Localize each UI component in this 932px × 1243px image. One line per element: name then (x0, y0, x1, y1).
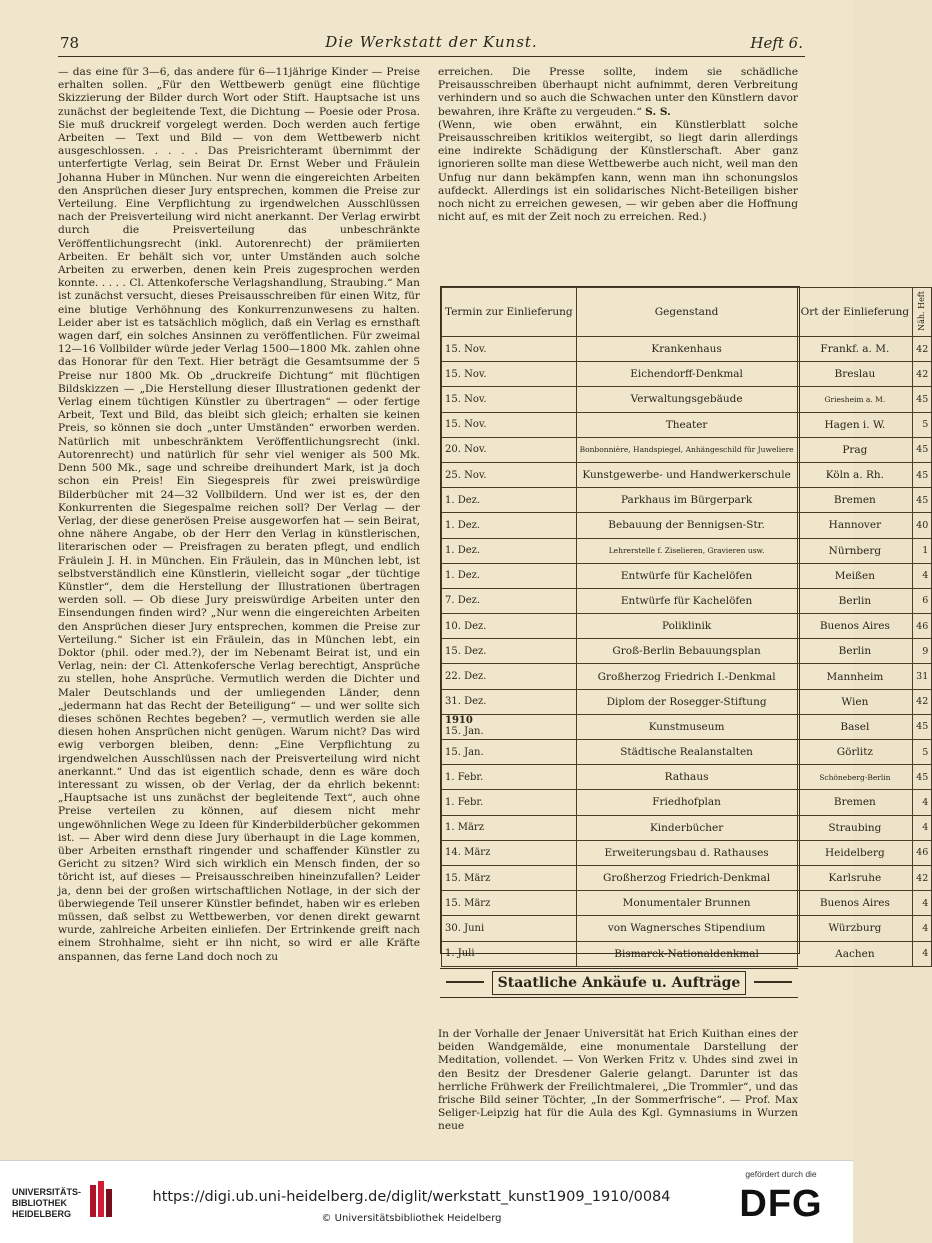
cell-page: 5 (913, 740, 932, 765)
cell-place: Meißen (797, 563, 913, 588)
section-text (438, 1028, 798, 1133)
signature-ss: S. S. (645, 105, 671, 118)
cell-place: Köln a. Rh. (797, 462, 913, 487)
cell-page: 42 (913, 337, 932, 362)
cell-place: Griesheim a. M. (797, 387, 913, 412)
cell-date (442, 412, 577, 437)
year-marker: 1910 (445, 715, 473, 727)
cell-page: 6 (913, 588, 932, 613)
cell-date (442, 865, 577, 890)
cell-date (442, 614, 577, 639)
cell-subject: von Wagnersches Stipendium (576, 916, 797, 941)
competition-table (440, 286, 929, 960)
cell-place: Schöneberg-Berlin (797, 765, 913, 790)
deadline-table (441, 287, 932, 967)
cell-subject: Entwürfe für Kachelöfen (576, 563, 797, 588)
date-text: 15. März (445, 872, 491, 884)
cell-subject: Rathaus (576, 765, 797, 790)
cell-place: Bremen (797, 488, 913, 513)
table-row (442, 513, 932, 538)
section-heading: Staatliche Ankäufe u. Aufträge (492, 971, 746, 995)
date-text: 1. Dez. (445, 570, 481, 582)
date-text: 15. Nov. (445, 368, 487, 380)
cell-date (442, 664, 577, 689)
date-text: 1. Dez. (445, 519, 481, 531)
cell-place: Buenos Aires (797, 891, 913, 916)
cell-page: 4 (913, 891, 932, 916)
table-row (442, 614, 932, 639)
permalink[interactable]: https://digi.ub.uni-heidelberg.de/diglit/werkstatt_kunst1909_1910/0084 (152, 1189, 671, 1205)
cell-subject: Krankenhaus (576, 337, 797, 362)
right-column-text (438, 66, 798, 278)
date-text: 15. Nov. (445, 419, 487, 431)
cell-date (442, 916, 577, 941)
table-row (442, 815, 932, 840)
viewer-footer (0, 1160, 853, 1243)
cell-page: 5 (913, 412, 932, 437)
date-text: 15. Dez. (445, 645, 487, 657)
header-subject: Gegenstand (576, 288, 797, 337)
table-row (442, 891, 932, 916)
cell-place: Straubing (797, 815, 913, 840)
running-header (58, 32, 805, 57)
cell-place: Basel (797, 714, 913, 739)
cell-subject: Großherzog Friedrich-Denkmal (576, 865, 797, 890)
cell-subject: Verwaltungsgebäude (576, 387, 797, 412)
table-row (442, 941, 932, 966)
cell-date (442, 765, 577, 790)
date-text: 14. März (445, 847, 491, 859)
cell-place: Mannheim (797, 664, 913, 689)
date-text: 7. Dez. (445, 595, 481, 607)
table-row (442, 437, 932, 462)
cell-page: 45 (913, 387, 932, 412)
cell-date (442, 840, 577, 865)
cell-subject: Bonbonnière, Handspiegel, Anhängeschild für Juweliere (576, 437, 797, 462)
cell-subject: Kinderbücher (576, 815, 797, 840)
cell-page: 4 (913, 790, 932, 815)
cell-page: 42 (913, 865, 932, 890)
cell-subject: Lehrerstelle f. Ziselieren, Gravieren usw. (576, 538, 797, 563)
cell-page: 46 (913, 614, 932, 639)
table-row (442, 488, 932, 513)
cell-page: 1 (913, 538, 932, 563)
banner-rule-left (446, 981, 484, 983)
cell-subject: Kunstgewerbe- und Handwerkerschule (576, 462, 797, 487)
table-row (442, 916, 932, 941)
cell-date (442, 563, 577, 588)
cell-place: Heidelberg (797, 840, 913, 865)
table-row (442, 337, 932, 362)
right-paragraph-2: (Wenn, wie oben erwähnt, ein Künstlerblatt solche Preisausschreiben kritiklos weitergibt, so liegt darin allerdings eine indirekte Schädigung der Künstlerschaft. Aber ganz ignorieren sollte man diese Wettbewerbe auch nicht, weil man den Unfug nur dann bekämpfen kann, wenn man ihn schonungslos aufdeckt. Allerdings ist ein solidarisches Nicht-Beteiligen bisher noch nicht zu erreichen gewesen, — wir geben aber die Hoffnung nicht auf, es mit der Zeit noch zu erreichen. Red.) (438, 118, 798, 224)
cell-place: Hagen i. W. (797, 412, 913, 437)
date-text: 15. März (445, 897, 491, 909)
cell-date (442, 689, 577, 714)
date-text: 1. Juli (445, 948, 475, 960)
table-row (442, 689, 932, 714)
cell-place: Breslau (797, 362, 913, 387)
cell-place: Karlsruhe (797, 865, 913, 890)
date-text: 1. Febr. (445, 796, 484, 808)
date-text: 15. Jan. (445, 726, 484, 738)
cell-page: 46 (913, 840, 932, 865)
cell-page: 4 (913, 941, 932, 966)
right-paragraph-1: erreichen. Die Presse sollte, indem sie schädliche Preisausschreiben überhaupt nicht aufnimmt, deren Verbreitung verhindern und so auch die Schwachen unter den Künstlern davor bewahren, ihre Kräfte zu vergeuden.“ S. S. (438, 66, 798, 118)
cell-date (442, 790, 577, 815)
cell-subject: Friedhofplan (576, 790, 797, 815)
cell-subject: Monumentaler Brunnen (576, 891, 797, 916)
library-emblem-icon (88, 1181, 118, 1221)
date-text: 31. Dez. (445, 696, 487, 708)
cell-place: Berlin (797, 639, 913, 664)
date-text: 15. Nov. (445, 393, 487, 405)
table-body (442, 337, 932, 967)
table-row (442, 412, 932, 437)
copyright: © Universitätsbibliothek Heidelberg (321, 1213, 502, 1224)
cell-subject: Bebauung der Bennigsen-Str. (576, 513, 797, 538)
page-number: 78 (60, 34, 80, 52)
cell-place: Nürnberg (797, 538, 913, 563)
cell-page: 4 (913, 916, 932, 941)
cell-subject: Diplom der Rosegger-Stiftung (576, 689, 797, 714)
table-row (442, 765, 932, 790)
date-text: 1. Febr. (445, 771, 484, 783)
library-logo[interactable] (12, 1183, 152, 1223)
cell-subject: Poliklinik (576, 614, 797, 639)
date-text: 15. Nov. (445, 343, 487, 355)
cell-date (442, 714, 577, 739)
section-banner (440, 968, 798, 998)
left-column-text (58, 66, 420, 1126)
cell-place: Prag (797, 437, 913, 462)
table-row (442, 740, 932, 765)
cell-subject: Groß-Berlin Bebauungsplan (576, 639, 797, 664)
cell-date (442, 362, 577, 387)
cell-place: Wien (797, 689, 913, 714)
table-row (442, 387, 932, 412)
cell-page: 4 (913, 815, 932, 840)
cell-page: 45 (913, 437, 932, 462)
section-paragraph: In der Vorhalle der Jenaer Universität hat Erich Kuithan eines der beiden Wandgemälde, eine monumentale Darstellung der Meditation, vollendet. — Von Werken Fritz v. Uhdes sind zwei in den Besitz der Dresdener Galerie gelangt. Darunter ist das herrliche Frühwerk der Freilichtmalerei, „Die Trommler“, und das frische Bild seiner Töchter, „In der Sommerfrische“. — Prof. Max Seliger-Leipzig hat für die Aula des Kgl. Gymnasiums in Wurzen neue (438, 1028, 798, 1133)
cell-date (442, 387, 577, 412)
table-row (442, 714, 932, 739)
table-row (442, 538, 932, 563)
cell-subject: Bismarck-Nationaldenkmal (576, 941, 797, 966)
cell-place: Berlin (797, 588, 913, 613)
cell-page: 45 (913, 488, 932, 513)
cell-place: Görlitz (797, 740, 913, 765)
cell-page: 42 (913, 689, 932, 714)
table-row (442, 563, 932, 588)
header-page: Näh. Heft (913, 288, 932, 337)
cell-date (442, 538, 577, 563)
table-row (442, 588, 932, 613)
cell-subject: Eichendorff-Denkmal (576, 362, 797, 387)
date-text: 25. Nov. (445, 469, 487, 481)
signature-red: Red.) (678, 211, 707, 224)
cell-page: 45 (913, 714, 932, 739)
cell-place: Würzburg (797, 916, 913, 941)
cell-date (442, 437, 577, 462)
date-text: 15. Jan. (445, 746, 484, 758)
library-name: UNIVERSITÄTS- BIBLIOTHEK HEIDELBERG (12, 1187, 82, 1219)
cell-date (442, 488, 577, 513)
cell-subject: Entwürfe für Kachelöfen (576, 588, 797, 613)
date-text: 1. März (445, 822, 484, 834)
date-text: 30. Juni (445, 922, 485, 934)
date-text: 1. Dez. (445, 545, 481, 557)
cell-date (442, 337, 577, 362)
cell-place: Hannover (797, 513, 913, 538)
cell-page: 4 (913, 563, 932, 588)
table-header-row (442, 288, 932, 337)
header-date: Termin zur Einlieferung (442, 288, 577, 337)
dfg-logo[interactable]: DFG (739, 1183, 823, 1225)
cell-date (442, 513, 577, 538)
cell-date (442, 815, 577, 840)
cell-subject: Großherzog Friedrich I.-Denkmal (576, 664, 797, 689)
cell-place: Buenos Aires (797, 614, 913, 639)
cell-page: 40 (913, 513, 932, 538)
journal-title: Die Werkstatt der Kunst. (325, 33, 538, 51)
cell-date (442, 740, 577, 765)
table-row (442, 664, 932, 689)
cell-place: Bremen (797, 790, 913, 815)
cell-page: 45 (913, 462, 932, 487)
cell-date (442, 891, 577, 916)
cell-place: Frankf. a. M. (797, 337, 913, 362)
cell-page: 31 (913, 664, 932, 689)
cell-date (442, 639, 577, 664)
table-row (442, 639, 932, 664)
table-row (442, 790, 932, 815)
issue-number: Heft 6. (750, 34, 803, 52)
cell-subject: Städtische Realanstalten (576, 740, 797, 765)
cell-page: 9 (913, 639, 932, 664)
cell-date (442, 941, 577, 966)
cell-subject: Kunstmuseum (576, 714, 797, 739)
left-column-paragraph: — das eine für 3—6, das andere für 6—11jährige Kinder — Preise erhalten sollen. „Für den Wettbewerb genügt eine flüchtige Skizzierung der Bilder durch Wort oder Stift. Hauptsache ist uns zunächst der begleitende Text, die Dichtung — Poesie oder Prosa. Sie muß druckreif vorgelegt werden. Doch werden auch fertige Arbeiten — Text und Bild — von dem Wettbewerb nicht ausgeschlossen. . . . . Das Preisrichteramt übernimmt der unterfertigte Verlag, sein Beirat Dr. Ernst Weber und Fräulein Johanna Huber in München. Nur wenn die eingereichten Arbeiten den Ansprüchen dieser Jury entsprechen, kommen die Preise zur Verteilung. Eine Verpflichtung zu irgendwelchen Ausschlüssen nach der Preisverteilung wird nicht anerkannt. Der Verlag erwirbt durch die Preisverteilung das unbeschränkte Veröffentlichungsrecht (inkl. Autorenrecht) der prämiierten Arbeiten. Er behält sich vor, unter Umständen auch solche Arbeiten zu erwerben, denen kein Preis zugesprochen werden konnte. . . . . Cl. Attenkofersche Verlagshandlung, Straubing.“ Man ist zunächst versucht, dieses Preisausschreiben für einen Witz, für eine blutige Verhöhnung des Konkurrenzunwesens zu halten. Leider aber ist es tatsächlich möglich, daß ein Verlag es ernsthaft wagen darf, ein solches Ansinnen zu veröffentlichen. Für zweimal 12—16 Vollbilder würde jeder Verlag 1500—1800 Mk. zahlen ohne das Honorar für den Text. Hier beträgt die Gesamtsumme der 5 Preise nur 1800 Mk. Ob „druckreife Dichtung“ mit flüchtigen Bildskizzen — „Die Herstellung dieser Illustrationen gedenkt der Verlag einem tüchtigen Künstler zu übertragen“ — oder fertige Arbeit, Text und Bild, das bleibt sich gleich; erhalten sie keinen Preis, so können sie doch „unter Umständen“ erworben werden. Natürlich mit unbeschränktem Veröffentlichungsrecht (inkl. Autorenrecht) und natürlich für sehr viel weniger als 500 Mk. Denn 500 Mk., sage und schreibe dreihundert Mark, ist ja doch schon ein Preis! Ein Siegespreis für zwei preiswürdige Bilderbücher mit 24—32 Vollbildern. Und wer ist es, der den Konkurrenten die Siegespalme reichen soll? Der Verlag — der Verlag, der diese generösen Preise ausgeworfen hat — sein Beirat, ohne nähere Angabe, ob der Herr den Verlag in künstlerischen, literarischen oder — Preisfragen zu beraten pflegt, und endlich Fräulein J. H. in München. Ein Fräulein, das in München lebt, ist selbstverständlich eine Künstlerin, vielleicht sogar „der tüchtige Künstler“, dem die Herstellung der Illustrationen übertragen werden soll. — Ob diese Jury preiswürdige Arbeiten unter den Einsendungen finden wird? „Nur wenn die eingereichten Arbeiten den Ansprüchen dieser Jury entsprechen, kommen die Preise zur Verteilung.“ Sicher ist ein Fräulein, das in München lebt, ein Doktor (phil. oder med.?), der im Nebenamt Beirat ist, und ein Verlag, nein: der Cl. Attenkofersche Verlag berechtigt, Ansprüche zu stellen, hohe Ansprüche. Vermutlich werden die Dichter und Maler Deutschlands und der umliegenden Länder, denn „jedermann hat das Recht der Beteiligung“ — und wer sollte sich dieses schönen Rechtes begeben? —, vermutlich werden sie alle diesen hohen Ansprüchen nicht genügen. Warum nicht? Das wird ewig verborgen bleiben, denn: „Eine Verpflichtung zu irgendwelchen Ausschlüssen nach der Preisverteilung wird nicht anerkannt.“ Und das ist eigentlich schade, denn es wäre doch interessant zu wissen, ob der Verlag, der da ehrlich bekennt: „Hauptsache ist uns zunächst der begleitende Text“, auch ohne Preise verteilen zu können, auf diesem nicht mehr ungewöhnlichen Wege zu Ideen für Kinderbilderbücher gekommen ist. — Aber wird denn diese Jury überhaupt in die Lage kommen, über Arbeiten ernsthaft ringender und schaffender Künstler zu Gericht zu sitzen? Wird sich wirklich ein Mensch finden, der so töricht ist, auf dieses — Preisausschreiben hineinzufallen? Leider ja, denn bei der großen wirtschaftlichen Notlage, in der sich der überwiegende Teil unserer Künstler befindet, haben wir es erleben müssen, daß selbst zu Wettbewerben, vor denen direkt gewarnt wurde, zahlreiche Arbeiten einliefen. Der Ertrinkende greift nach einem Strohhalme, sieht er ihn nicht, so wird er alle Kräfte anspannen, das ferne Land doch noch zu (58, 66, 420, 963)
cell-place: Aachen (797, 941, 913, 966)
header-place: Ort der Einlieferung (797, 288, 913, 337)
funding-note: gefördert durch die (745, 1169, 817, 1179)
table-row (442, 840, 932, 865)
date-text: 22. Dez. (445, 671, 487, 683)
cell-date (442, 588, 577, 613)
date-text: 20. Nov. (445, 444, 487, 456)
banner-rule-right (754, 981, 792, 983)
cell-page: 45 (913, 765, 932, 790)
date-text: 10. Dez. (445, 620, 487, 632)
table-row (442, 462, 932, 487)
cell-subject: Parkhaus im Bürgerpark (576, 488, 797, 513)
cell-subject: Erweiterungsbau d. Rathauses (576, 840, 797, 865)
table-row (442, 362, 932, 387)
cell-subject: Theater (576, 412, 797, 437)
cell-date (442, 462, 577, 487)
cell-page: 42 (913, 362, 932, 387)
date-text: 1. Dez. (445, 494, 481, 506)
table-row (442, 865, 932, 890)
